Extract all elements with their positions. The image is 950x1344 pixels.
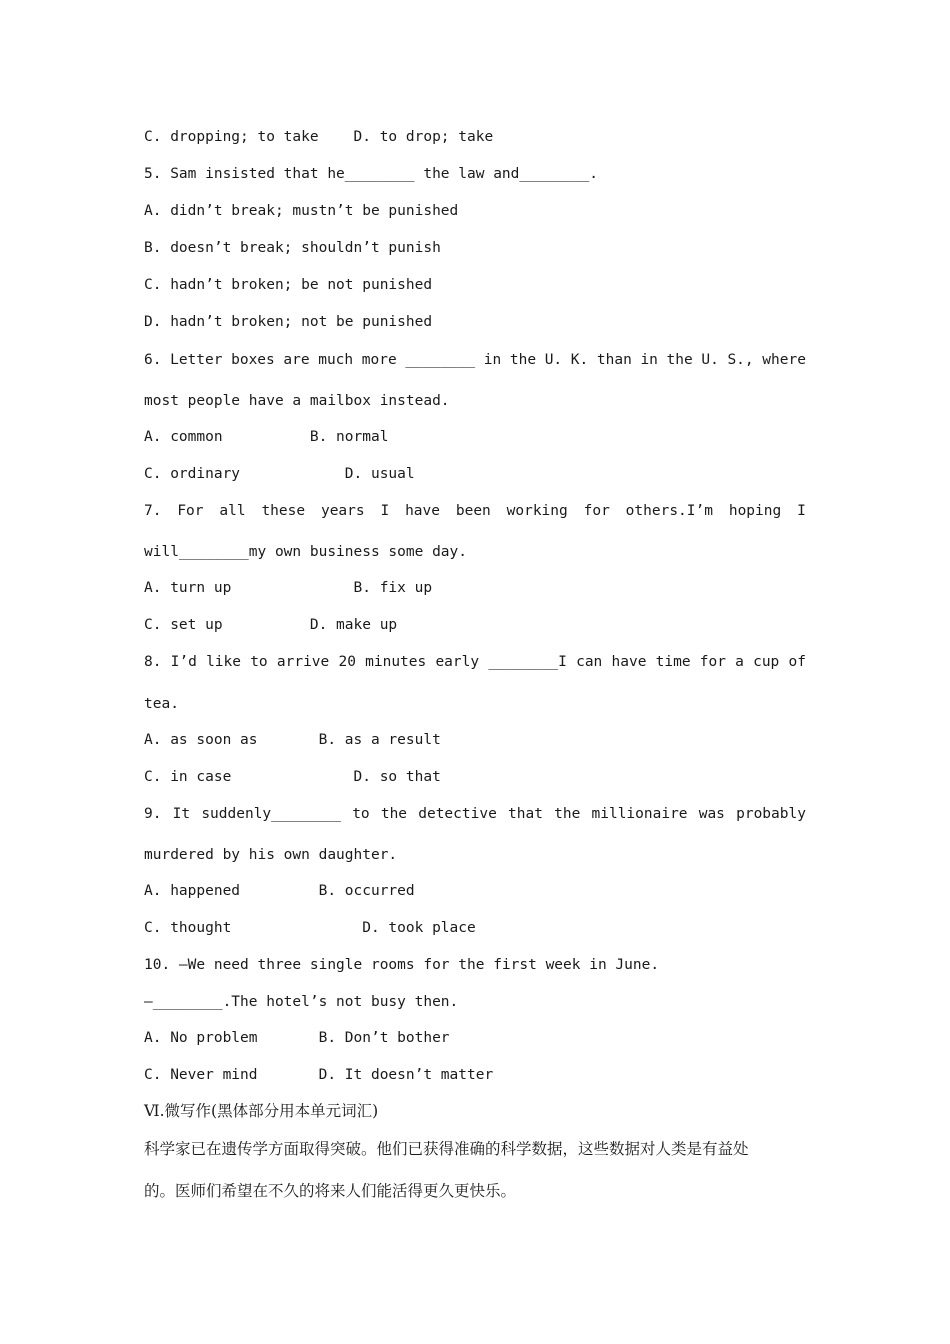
q10-stem-line2: —________.The hotel’s not busy then. [144, 994, 459, 1010]
stem-word: more [361, 352, 397, 368]
stem-word: years [320, 503, 365, 519]
stem-word: K. [570, 352, 589, 368]
stem-word: I [797, 503, 806, 519]
stem-word: the [666, 352, 693, 368]
stem-word: to [250, 654, 268, 670]
q5-option-a: A. didn’t break; mustn’t be punished [144, 203, 459, 219]
stem-word: the [380, 806, 408, 822]
stem-word: all [219, 503, 246, 519]
q5-option-c: C. hadn’t broken; be not punished [144, 277, 433, 293]
q8-stem-line1 [144, 652, 806, 672]
q4-options-cd: C. dropping; to take D. to drop; take [144, 129, 494, 145]
stem-word: I’d [170, 654, 197, 670]
stem-word: that [508, 806, 543, 822]
stem-word: like [206, 654, 241, 670]
stem-word: U. [701, 352, 719, 368]
q6-options-ab: A. common B. normal [144, 429, 389, 445]
stem-word: early [435, 654, 480, 670]
stem-word: probably [736, 806, 806, 822]
stem-word: the [554, 806, 581, 822]
q7-stem-line2: will________my own business some day. [144, 544, 468, 560]
stem-word: 20 [338, 654, 356, 670]
stem-word: are [283, 352, 310, 368]
q8-options-ab: A. as soon as B. as a result [144, 732, 441, 748]
stem-word: the [509, 352, 537, 368]
stem-word: in [640, 352, 658, 368]
q9-options-ab: A. happened B. occurred [144, 883, 415, 899]
q7-stem-line1 [144, 501, 806, 521]
stem-word: have [611, 654, 647, 670]
q10-options-cd: C. Never mind D. It doesn’t matter [144, 1067, 494, 1083]
stem-word: S., [727, 352, 754, 368]
stem-word: these [261, 503, 306, 519]
stem-word: been [455, 503, 491, 519]
stem-word: to [352, 806, 370, 822]
stem-word: have [405, 503, 440, 519]
section6-paragraph-line1: 科学家已在遗传学方面取得突破。他们已获得准确的科学数据，这些数据对人类是有益处 [144, 1140, 749, 1158]
section6-paragraph-line2: 的。医师们希望在不久的将来人们能活得更久更快乐。 [144, 1182, 517, 1200]
q7-options-ab: A. turn up B. fix up [144, 580, 433, 596]
stem-word: a [735, 654, 744, 670]
stem-word: in [483, 352, 502, 368]
q6-stem-line2: most people have a mailbox instead. [144, 393, 450, 409]
stem-word: ________I [488, 654, 567, 670]
stem-word: For [177, 503, 204, 519]
q10-stem-line1: 10. —We need three single rooms for the first week in June. [144, 957, 660, 973]
stem-word: hoping [728, 503, 782, 519]
q9-stem-line1 [144, 804, 806, 824]
stem-word: arrive [276, 654, 330, 670]
stem-word: 7. [144, 503, 162, 519]
stem-word: 6. [144, 352, 162, 368]
q6-options-cd: C. ordinary D. usual [144, 466, 415, 482]
stem-word: 8. [144, 654, 162, 670]
q5-option-b: B. doesn’t break; shouldn’t punish [144, 240, 441, 256]
stem-word: I [380, 503, 390, 519]
q5-option-d: D. hadn’t broken; not be punished [144, 314, 433, 330]
stem-word: It [172, 806, 191, 822]
stem-word: for [583, 503, 610, 519]
stem-word: can [576, 654, 603, 670]
stem-word: suddenly________ [201, 806, 341, 822]
stem-word: others.I’m [625, 503, 713, 519]
q8-options-cd: C. in case D. so that [144, 769, 441, 785]
stem-word: boxes [231, 352, 275, 368]
q8-stem-line2: tea. [144, 696, 179, 712]
stem-word: millionaire [591, 806, 688, 822]
stem-word: U. [544, 352, 563, 368]
q6-stem-line1 [144, 350, 806, 370]
stem-word: minutes [365, 654, 427, 670]
stem-word: 9. [144, 806, 162, 822]
stem-word: for [699, 654, 726, 670]
q10-options-ab: A. No problem B. Don’t bother [144, 1030, 450, 1046]
stem-word: ________ [405, 352, 476, 368]
stem-word: time [655, 654, 691, 670]
q5-stem: 5. Sam insisted that he________ the law and________. [144, 166, 598, 182]
stem-word: was [698, 806, 725, 822]
stem-word: working [506, 503, 568, 519]
q9-stem-line2: murdered by his own daughter. [144, 847, 398, 863]
q9-options-cd: C. thought D. took place [144, 920, 476, 936]
stem-word: much [318, 352, 354, 368]
stem-word: detective [418, 806, 497, 822]
stem-word: than [596, 352, 632, 368]
stem-word: where [762, 352, 806, 368]
section6-heading: Ⅵ.微写作(黑体部分用本单元词汇) [144, 1102, 379, 1120]
stem-word: Letter [170, 352, 223, 368]
q7-options-cd: C. set up D. make up [144, 617, 398, 633]
stem-word: of [788, 654, 806, 670]
stem-word: cup [753, 654, 780, 670]
